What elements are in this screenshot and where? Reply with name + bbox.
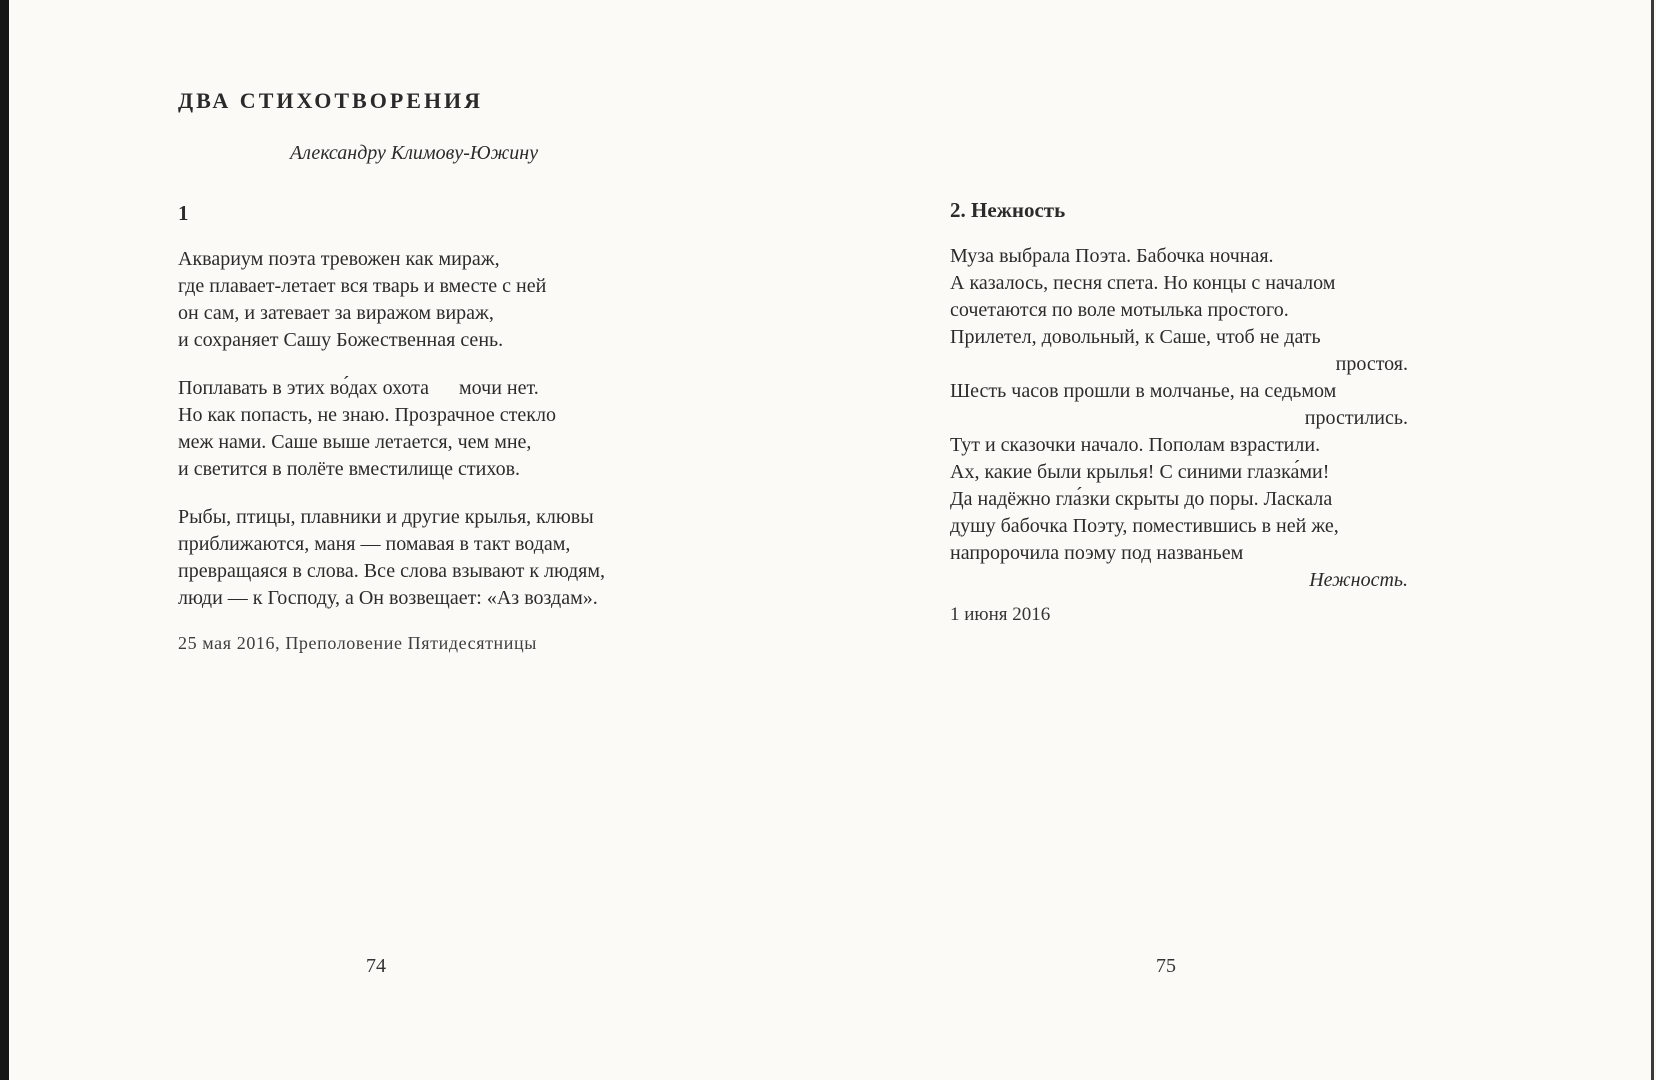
scan-edge-right bbox=[1651, 0, 1654, 1080]
poem-line: и сохраняет Сашу Божественная сень. bbox=[178, 329, 504, 351]
left-poem bbox=[178, 246, 778, 612]
stanza bbox=[178, 504, 778, 612]
poem-line: душу бабочка Поэту, поместившись в ней же, bbox=[950, 515, 1339, 537]
poem-line: сочетаются по воле мотылька простого. bbox=[950, 299, 1289, 321]
poem-line: Ах, какие были крылья! С синими глазка́ми! bbox=[950, 461, 1330, 483]
poem-line: приближаются, маня — помавая в такт водам, bbox=[178, 533, 571, 555]
poem-line: Прилетел, довольный, к Саше, чтоб не дать bbox=[950, 326, 1321, 348]
page-title: ДВА СТИХОТВОРЕНИЯ bbox=[178, 88, 484, 113]
section-number: 1 bbox=[178, 201, 189, 225]
stanza bbox=[178, 375, 778, 483]
right-poem bbox=[950, 243, 1408, 594]
right-date-line: 1 июня 2016 bbox=[950, 604, 1051, 625]
poem-line: и светится в полёте вместилище стихов. bbox=[178, 458, 521, 480]
poem-line: где плавает-летает вся тварь и вместе с ней bbox=[178, 275, 547, 297]
poem-line: Но как попасть, не знаю. Прозрачное стекло bbox=[178, 404, 556, 426]
poem-line: простоя. bbox=[1335, 353, 1408, 375]
poem-line: Рыбы, птицы, плавники и другие крылья, клювы bbox=[178, 506, 594, 528]
scan-edge-left bbox=[0, 0, 9, 1080]
poem-line: люди — к Господу, а Он возвещает: «Аз воздам». bbox=[178, 587, 598, 609]
right-page bbox=[950, 198, 1408, 626]
page-number-left: 74 bbox=[366, 955, 386, 977]
poem-line: напророчила поэму под названьем bbox=[950, 542, 1244, 564]
poem-line: Муза выбрала Поэта. Бабочка ночная. bbox=[950, 245, 1274, 267]
stanza bbox=[178, 246, 778, 354]
left-date-line: 25 мая 2016, Преполовение Пятидесятницы bbox=[178, 633, 537, 653]
poem-heading: 2. Нежность bbox=[950, 198, 1066, 222]
dedication: Александру Климову-Южину bbox=[290, 142, 539, 164]
left-page bbox=[178, 88, 778, 654]
poem-line: меж нами. Саше выше летается, чем мне, bbox=[178, 431, 532, 453]
poem-line: простились. bbox=[1304, 407, 1408, 429]
poem-line: превращаяся в слова. Все слова взывают к людям, bbox=[178, 560, 605, 582]
poem-line: Нежность. bbox=[1309, 569, 1408, 591]
poem-line: Да надёжно гла́зки скрыты до поры. Ласкала bbox=[950, 488, 1333, 510]
poem-line: А казалось, песня спета. Но концы с началом bbox=[950, 272, 1336, 294]
poem-line: Тут и сказочки начало. Пополам взрастили. bbox=[950, 434, 1321, 456]
page-number-right: 75 bbox=[1156, 955, 1176, 977]
poem-line: Аквариум поэта тревожен как мираж, bbox=[178, 248, 500, 270]
poem-line: Поплавать в этих во́дах охота мочи нет. bbox=[178, 377, 539, 399]
poem-line: Шесть часов прошли в молчанье, на седьмом bbox=[950, 380, 1337, 402]
poem-line: он сам, и затевает за виражом вираж, bbox=[178, 302, 494, 324]
